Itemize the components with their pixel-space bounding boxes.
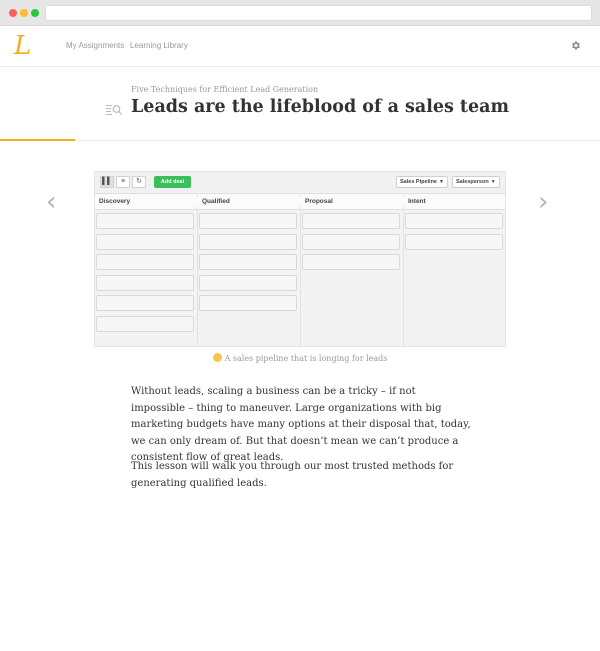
minimize-window-dot[interactable] [20,9,28,17]
browser-chrome [0,0,600,26]
page-title: Leads are the lifeblood of a sales team [131,97,510,117]
deal-card-placeholder [96,234,194,250]
deal-card-placeholder [96,213,194,229]
body-paragraph: This lesson will walk you through our most trusted methods for generating qualified leads. [131,461,454,489]
refresh-icon[interactable]: ↻ [132,176,146,188]
deal-card-placeholder [405,213,503,229]
lesson-progress-bar [0,139,75,141]
deal-card-placeholder [302,213,400,229]
chevron-down-icon: ▼ [439,179,444,185]
previous-arrow-icon[interactable]: ‹ [46,187,57,217]
chevron-down-icon: ▼ [490,179,496,185]
maximize-window-dot[interactable] [31,9,39,17]
deal-card-placeholder [199,254,297,270]
top-nav [0,26,600,67]
header-divider [0,140,600,141]
stage-column-divider [403,210,404,346]
pipeline-dropdown[interactable] [396,176,448,188]
address-bar[interactable] [45,5,592,21]
deal-card-placeholder [96,254,194,270]
pipeline-dropdown-label: Sales Pipeline [400,179,437,185]
stage-header-proposal: Proposal [301,193,402,210]
logo[interactable]: L [14,31,32,61]
gear-icon[interactable] [570,40,581,54]
body-paragraph: Without leads, scaling a business can be a tricky – if not impossible – thing to maneuver. Large organizations with big marketing budgets have many options at their disposal that, today, we can only dream of. But that doesn’t mean we can’t produce a consistent flow of great leads. [131,386,471,463]
deal-card-placeholder [96,316,194,332]
sad-face-icon [213,353,222,362]
stage-header-discovery: Discovery [95,193,196,210]
deal-card-placeholder [199,213,297,229]
salesperson-dropdown-label: Salesperson [456,179,489,185]
nav-link-my-assignments[interactable]: My Assignments [66,41,125,50]
deal-card-placeholder [199,275,297,291]
deal-card-placeholder [405,234,503,250]
stage-header-intent: Intent [404,193,505,210]
next-arrow-icon[interactable]: › [538,187,549,217]
stage-header-qualified: Qualified [198,193,299,210]
deal-card-placeholder [302,254,400,270]
kanban-view-icon[interactable]: ▌▌ [100,176,114,188]
stage-column-divider [300,210,301,346]
image-caption [0,353,600,363]
salesperson-dropdown[interactable] [452,176,500,188]
pipeline-screenshot [94,171,506,347]
deal-card-placeholder [96,275,194,291]
deal-card-placeholder [199,234,297,250]
close-window-dot[interactable] [9,9,17,17]
deal-card-placeholder [302,234,400,250]
deal-card-placeholder [96,295,194,311]
nav-link-learning-library[interactable]: Learning Library [130,41,188,50]
deal-card-placeholder [199,295,297,311]
list-view-icon[interactable]: ≡ [116,176,130,188]
lesson-subtitle: Five Techniques for Efficient Lead Generation [131,85,319,94]
add-deal-button[interactable]: Add deal [154,176,191,188]
caption-text: A sales pipeline that is longing for leads [224,354,388,363]
pipeline-toolbar [95,172,505,192]
search-lines-icon [106,103,122,115]
stage-column-divider [197,210,198,346]
